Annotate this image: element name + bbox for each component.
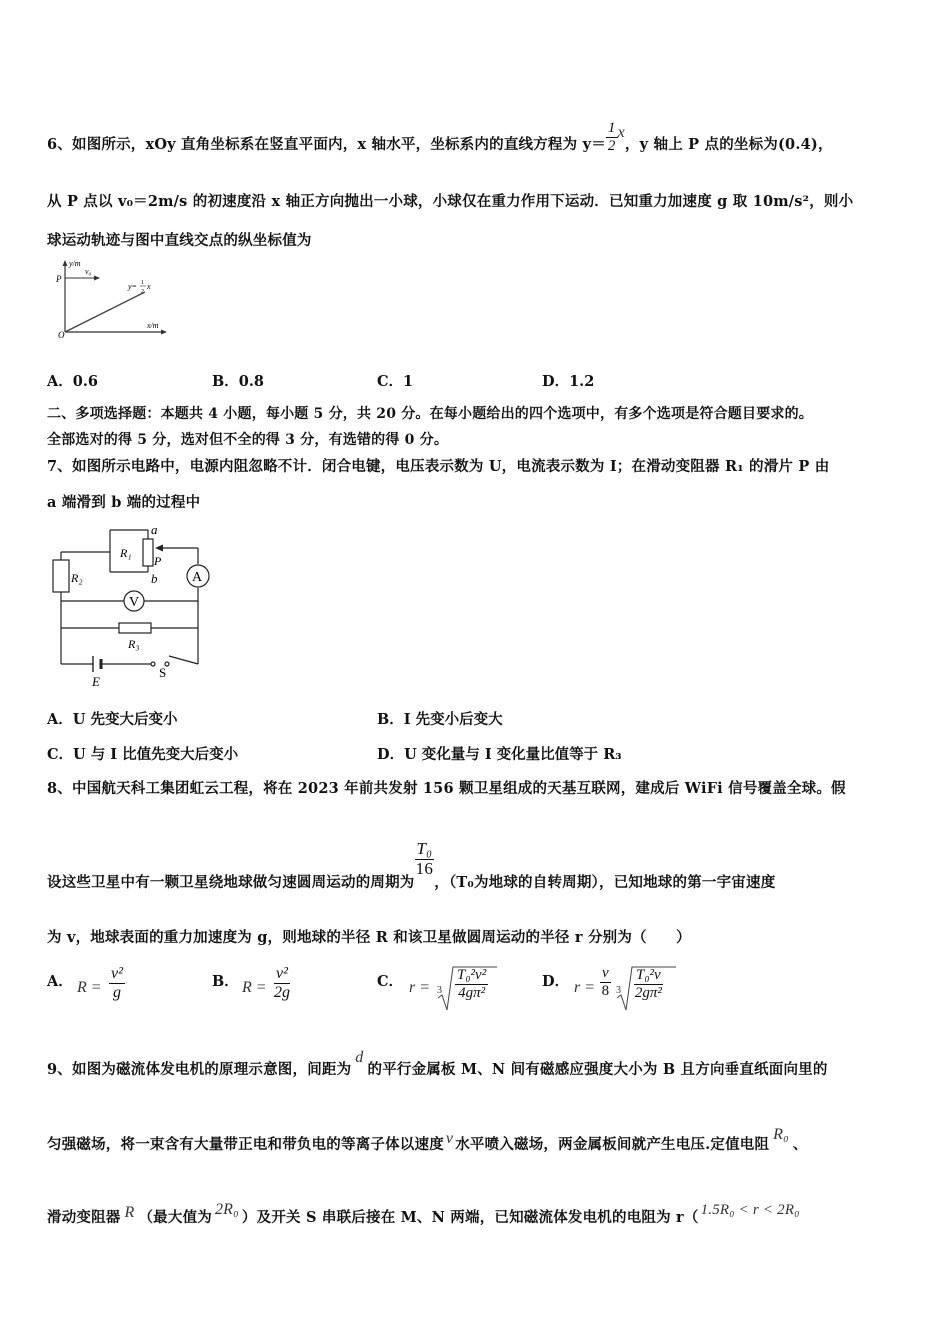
q7-line1: 7、如图所示电路中，电源内阻忽略不计．闭合电键，电压表示数为 U，电流表示数为 I；在滑动变阻器 R₁ 的滑片 P 由 xyxy=(47,458,830,475)
q7-label-a: a xyxy=(151,522,158,537)
q7-label-r1: R₁ xyxy=(120,546,132,560)
q7-line2: a 端滑到 b 端的过程中 xyxy=(47,494,201,511)
q6-fig-eq-prefix: y= xyxy=(128,282,137,291)
q9-line1: 9、如图为磁流体发电机的原理示意图，间距为d的平行金属板 M、N 间有磁感应强度大小为 B 且方向垂直纸面向里的 xyxy=(47,1049,828,1078)
q6-fig-velocity: v₀ xyxy=(85,267,92,276)
q8-option-c[interactable]: C． r = 3 $\frac{\text{T₀²v²}}{\text{4gπ²}}$ xyxy=(377,965,403,1017)
q7-label-ammeter: A xyxy=(192,570,203,585)
q8-option-a[interactable]: A． R = $\frac{\text{v²}}{g}$ xyxy=(47,965,123,1001)
q6-fig-xlabel: x/m xyxy=(147,321,159,330)
q6-fig-origin: O xyxy=(58,330,65,340)
q7-option-b[interactable]: B．I 先变小后变大 xyxy=(377,711,503,728)
q7-option-d[interactable]: D．U 变化量与 I 变化量比值等于 R₃ xyxy=(377,746,622,763)
q6-option-b[interactable]: B．0.8 xyxy=(212,373,264,390)
section2-line2: 全部选对的得 5 分，选对但不全的得 3 分，有选错的得 0 分。 xyxy=(47,432,449,448)
q7-label-r2: R₂ xyxy=(71,571,83,585)
q8-line3: 为 v，地球表面的重力加速度为 g，则地球的半径 R 和该卫星做圆周运动的半径 r 分别为（ ） xyxy=(47,929,691,946)
q7-label-e: E xyxy=(92,674,100,689)
q6-option-d[interactable]: D．1.2 xyxy=(542,373,595,390)
q7-option-c[interactable]: C．U 与 I 比值先变大后变小 xyxy=(47,746,239,763)
q7-circuit xyxy=(45,522,225,690)
q6-figure xyxy=(55,258,170,340)
q8-line1: 8、中国航天科工集团虹云工程，将在 2023 年前共发射 156 颗卫星组成的天基互联网，建成后 WiFi 信号覆盖全球。假 xyxy=(47,780,846,797)
q6-fig-eq-var: x xyxy=(147,282,151,291)
q7-label-p: P xyxy=(154,554,162,568)
q8-option-d[interactable]: D． r = $\frac{v}{8}$ 3 $\frac{\text{T₀²v}}{\text{2gπ²}}$ xyxy=(542,965,569,1017)
q7-label-b: b xyxy=(151,571,158,586)
q9-line2: 匀强磁场，将一束含有大量带正电和带负电的等离子体以速度 v 水平喷入磁场，两金属板间就产生电压.定值电阻R₀、 xyxy=(47,1126,808,1153)
q6-fraction: $\frac{1}{2}$ xyxy=(607,120,616,154)
q8-line2: 设这些卫星中有一颗卫星绕地球做匀速圆周运动的周期为 $\frac{\text{T₀}}{16}$ ，（T₀为地球的自转周期），已知地球的第一宇宙速度 xyxy=(47,839,776,892)
q6-option-a[interactable]: A．0.6 xyxy=(47,373,98,390)
q6-line3: 球运动轨迹与图中直线交点的纵坐标值为 xyxy=(47,232,312,249)
q7-option-a[interactable]: A．U 先变大后变小 xyxy=(47,711,178,728)
q7-label-s: S xyxy=(159,665,167,680)
q6-fig-ylabel: y/m xyxy=(69,259,81,268)
q6-option-c[interactable]: C．1 xyxy=(377,373,414,390)
q9-line3: 滑动变阻器 R （最大值为 2R₀ ）及开关 S 串联后接在 M、N 两端，已知磁流体发电机的电阻为 r（ 1.5R₀ < r < 2R₀ xyxy=(47,1201,800,1226)
q6-line1: 6、如图所示，xOy 直角坐标系在竖直平面内，x 轴水平，坐标系内的直线方程为 y＝ $\frac{1}{2}$ x，y 轴上 P 点的坐标为(0.4)， xyxy=(47,120,833,154)
q6-fig-eq-den: 2 xyxy=(141,289,144,295)
q6-line2: 从 P 点以 v₀＝2m/s 的初速度沿 x 轴正方向抛出一小球，小球仅在重力作用下运动．已知重力加速度 g 取 10m/s²，则小 xyxy=(47,193,854,210)
q7-label-voltmeter: V xyxy=(129,595,140,610)
q8-option-b[interactable]: B． R = $\frac{\text{v²}}{2g}$ xyxy=(212,965,290,1001)
q7-label-r3: R₃ xyxy=(128,637,140,651)
section2-line1: 二、多项选择题：本题共 4 小题，每小题 5 分，共 20 分。在每小题给出的四个选项中，有多个选项是符合题目要求的。 xyxy=(47,406,814,422)
q6-fig-point: P xyxy=(56,274,62,284)
q8-period-fraction: $\frac{\text{T₀}}{16}$ xyxy=(415,839,434,878)
q6-fig-eq-num: 1 xyxy=(141,280,144,286)
